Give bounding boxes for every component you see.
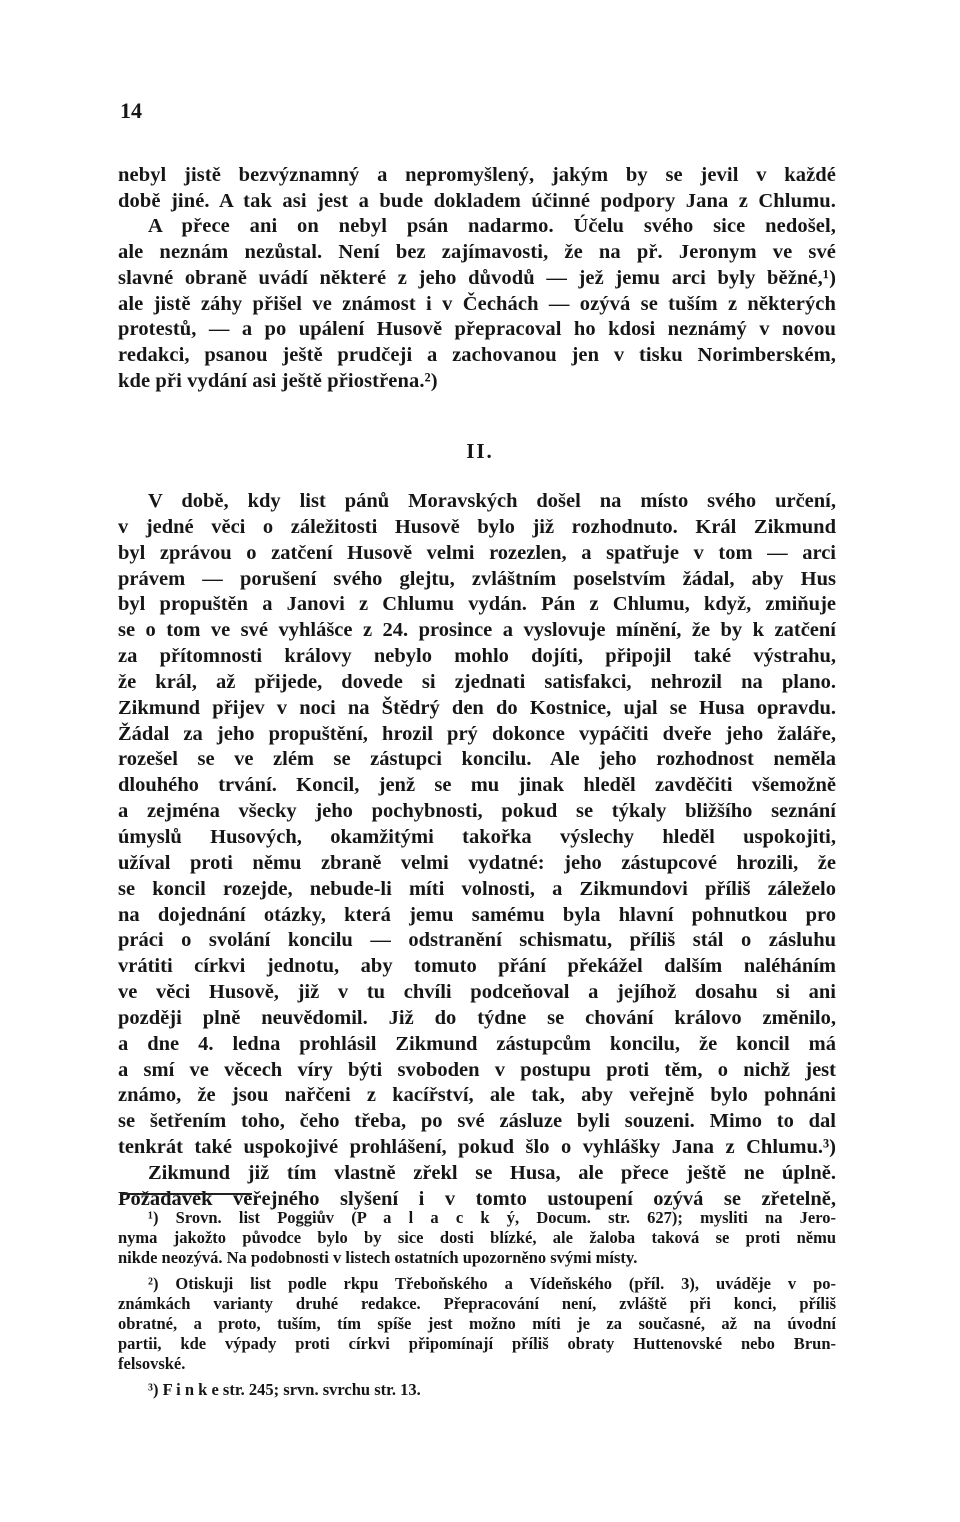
text-line: se šetřením toho, čeho třeba, po své zásluze byli souzeni. Mimo to dal [118, 1110, 836, 1133]
text-line: slavné obraně uvádí některé z jeho důvodů — jež jemu arci byly běžné,¹) [118, 266, 836, 289]
section-body [118, 489, 836, 1213]
footnote-separator [120, 1193, 252, 1195]
text-line: V době, kdy list pánů Moravských došel na místo svého určení, [148, 490, 836, 512]
footnote-line: nyma jakožto původce bylo by sice dosti blízké, ale žaloba taková se proti němu [118, 1228, 836, 1248]
footnote-line [118, 1208, 836, 1228]
footnote-text: F i n k e str. 245; srvn. svrchu str. 13. [162, 1379, 421, 1399]
text-line: na dojednání otázky, která jemu samému byla hlavní pohnutkou pro [118, 903, 836, 926]
footnote-line: nikde neozývá. Na podobnosti v listech ostatních upozorněno svými místy. [118, 1248, 638, 1268]
text-line: právem — porušení svého glejtu, zvláštním poselstvím žádal, aby Hus [118, 567, 836, 590]
footnote-line: známkách varianty druhé redakce. Přepracování není, zvláště při konci, příliš [118, 1293, 836, 1313]
text-line: úmyslů Husových, okamžitými takořka výslechy hleděl uspokojiti, [118, 825, 836, 848]
footnote-marker: ³) [148, 1379, 159, 1399]
text-line: se o tom ve své vyhlášce z 24. prosince a vyslovuje mínění, že by k zatčení [118, 619, 836, 642]
text-line: užíval proti němu zbraně velmi vydatné: jeho zástupcové hrozili, že [118, 851, 836, 874]
footnote-line: obratné, a proto, tuším, tím spíše jest možno míti je za současné, až na úvodní [118, 1314, 836, 1334]
text-line: Žádal za jeho propuštění, hrozil prý dokonce vypáčiti dveře jeho žaláře, [118, 722, 836, 745]
text-line: Požadavek veřejného slyšení i v tomto ustoupení ozývá se zřetelně, [118, 1187, 836, 1210]
text-line: dlouhého trvání. Koncil, jenž se mu jinak hleděl zavděčiti všemožně [118, 774, 836, 797]
page-number: 14 [120, 98, 142, 123]
text-line: vrátiti církvi jednotu, aby tomuto přání překážel dalším naléháním [118, 955, 836, 978]
text-line: ve věci Husově, již v tu chvíli podceňoval a jejíhož dosahu si ani [118, 981, 836, 1004]
text-line: Zikmund přijev v noci na Štědrý den do Kostnice, ujal se Husa opravdu. [118, 696, 836, 719]
text-line: tenkrát také uspokojivé prohlášení, pokud šlo o vyhlášky Jana z Chlumu.³) [118, 1136, 836, 1159]
footnote-line [118, 1274, 836, 1294]
section-heading: II. [466, 439, 494, 463]
text-line: ale jistě záhy přišel ve známost i v Čechách — ozývá se tuším z některých [118, 292, 836, 315]
text-line: za přítomnosti královy nebylo mohlo dojíti, připojil také výstrahu, [118, 645, 836, 668]
text-line: kde při vydání asi ještě přiostřena.²) [118, 369, 438, 392]
footnote-line [118, 1380, 836, 1400]
text-line: se koncil rozejde, nebude-li míti volnosti, a Zikmundovi příliš záleželo [118, 877, 836, 900]
text-line: později plně neuvědomil. Již do týdne se chování královo změnilo, [118, 1006, 836, 1029]
footnote-marker: ¹) [148, 1208, 159, 1227]
text-line: A přece ani on nebyl psán nadarmo. Účelu svého sice nedošel, [148, 215, 836, 238]
text-line: době jiné. A tak asi jest a bude dokladem účinné podpory Jana z Chlumu. [118, 189, 836, 212]
text-line: byl propuštěn a Janovi z Chlumu vydán. Pán z Chlumu, když, zmiňuje [118, 593, 836, 616]
text-line: a smí ve věcech víry býti svoboden v postupu proti těm, o nichž jest [118, 1058, 836, 1081]
paragraph-continued [118, 163, 836, 394]
text-line: práci o svolání koncilu — odstranění schismatu, příliš stál o zásluhu [118, 929, 836, 952]
footnote-text: Otiskuji list podle rkpu Třeboňského a Vídeňského (příl. 3), uváděje v po- [175, 1273, 836, 1293]
text-line: v jedné věci o záležitosti Husově bylo již rozhodnuto. Král Zikmund [118, 515, 836, 538]
footnote-text: Srovn. list Poggiův (P a l a c k ý, Docum. str. 627); mysliti na Jero- [175, 1208, 836, 1227]
text-line: a dne 4. ledna prohlásil Zikmund zástupcům koncilu, že koncil má [118, 1032, 836, 1055]
text-line: rozešel se ve zlém se zástupci koncilu. Ale jeho rozhodnost neměla [118, 748, 836, 771]
footnotes [118, 1208, 836, 1400]
text-line: že král, až přijede, dovede si zjednati satisfakci, nehrozil na plano. [118, 670, 836, 693]
footnote-marker: ²) [148, 1273, 159, 1293]
text-line: byl zprávou o zatčení Husově velmi rozezlen, a spatřuje v tom — arci [118, 541, 836, 564]
text-line: a zejména všecky jeho pochybnosti, pokud se týkaly bližšího seznání [118, 800, 836, 823]
text-line: ale neznám nezůstal. Není bez zajímavosti, že na př. Jeronym ve své [118, 241, 836, 264]
footnote-line: felsovské. [118, 1354, 186, 1374]
footnote-line: partii, kde výpady proti církvi připomínají příliš obraty Huttenovské nebo Brun- [118, 1334, 836, 1354]
text-line: Zikmund již tím vlastně zřekl se Husa, ale přece ještě ne úplně. [148, 1161, 836, 1184]
text-line: nebyl jistě bezvýznamný a nepromyšlený, jakým by se jevil v každé [118, 164, 836, 186]
text-line: známo, že jsou nařčeni z kacířství, ale tak, aby veřejně bylo pohnáni [118, 1084, 836, 1107]
text-line: redakci, psanou ještě prudčeji a zachovanou jen v tisku Norimberském, [118, 343, 836, 366]
text-line: protestů, — a po upálení Husově přepracoval ho kdosi neznámý v novou [118, 318, 836, 341]
